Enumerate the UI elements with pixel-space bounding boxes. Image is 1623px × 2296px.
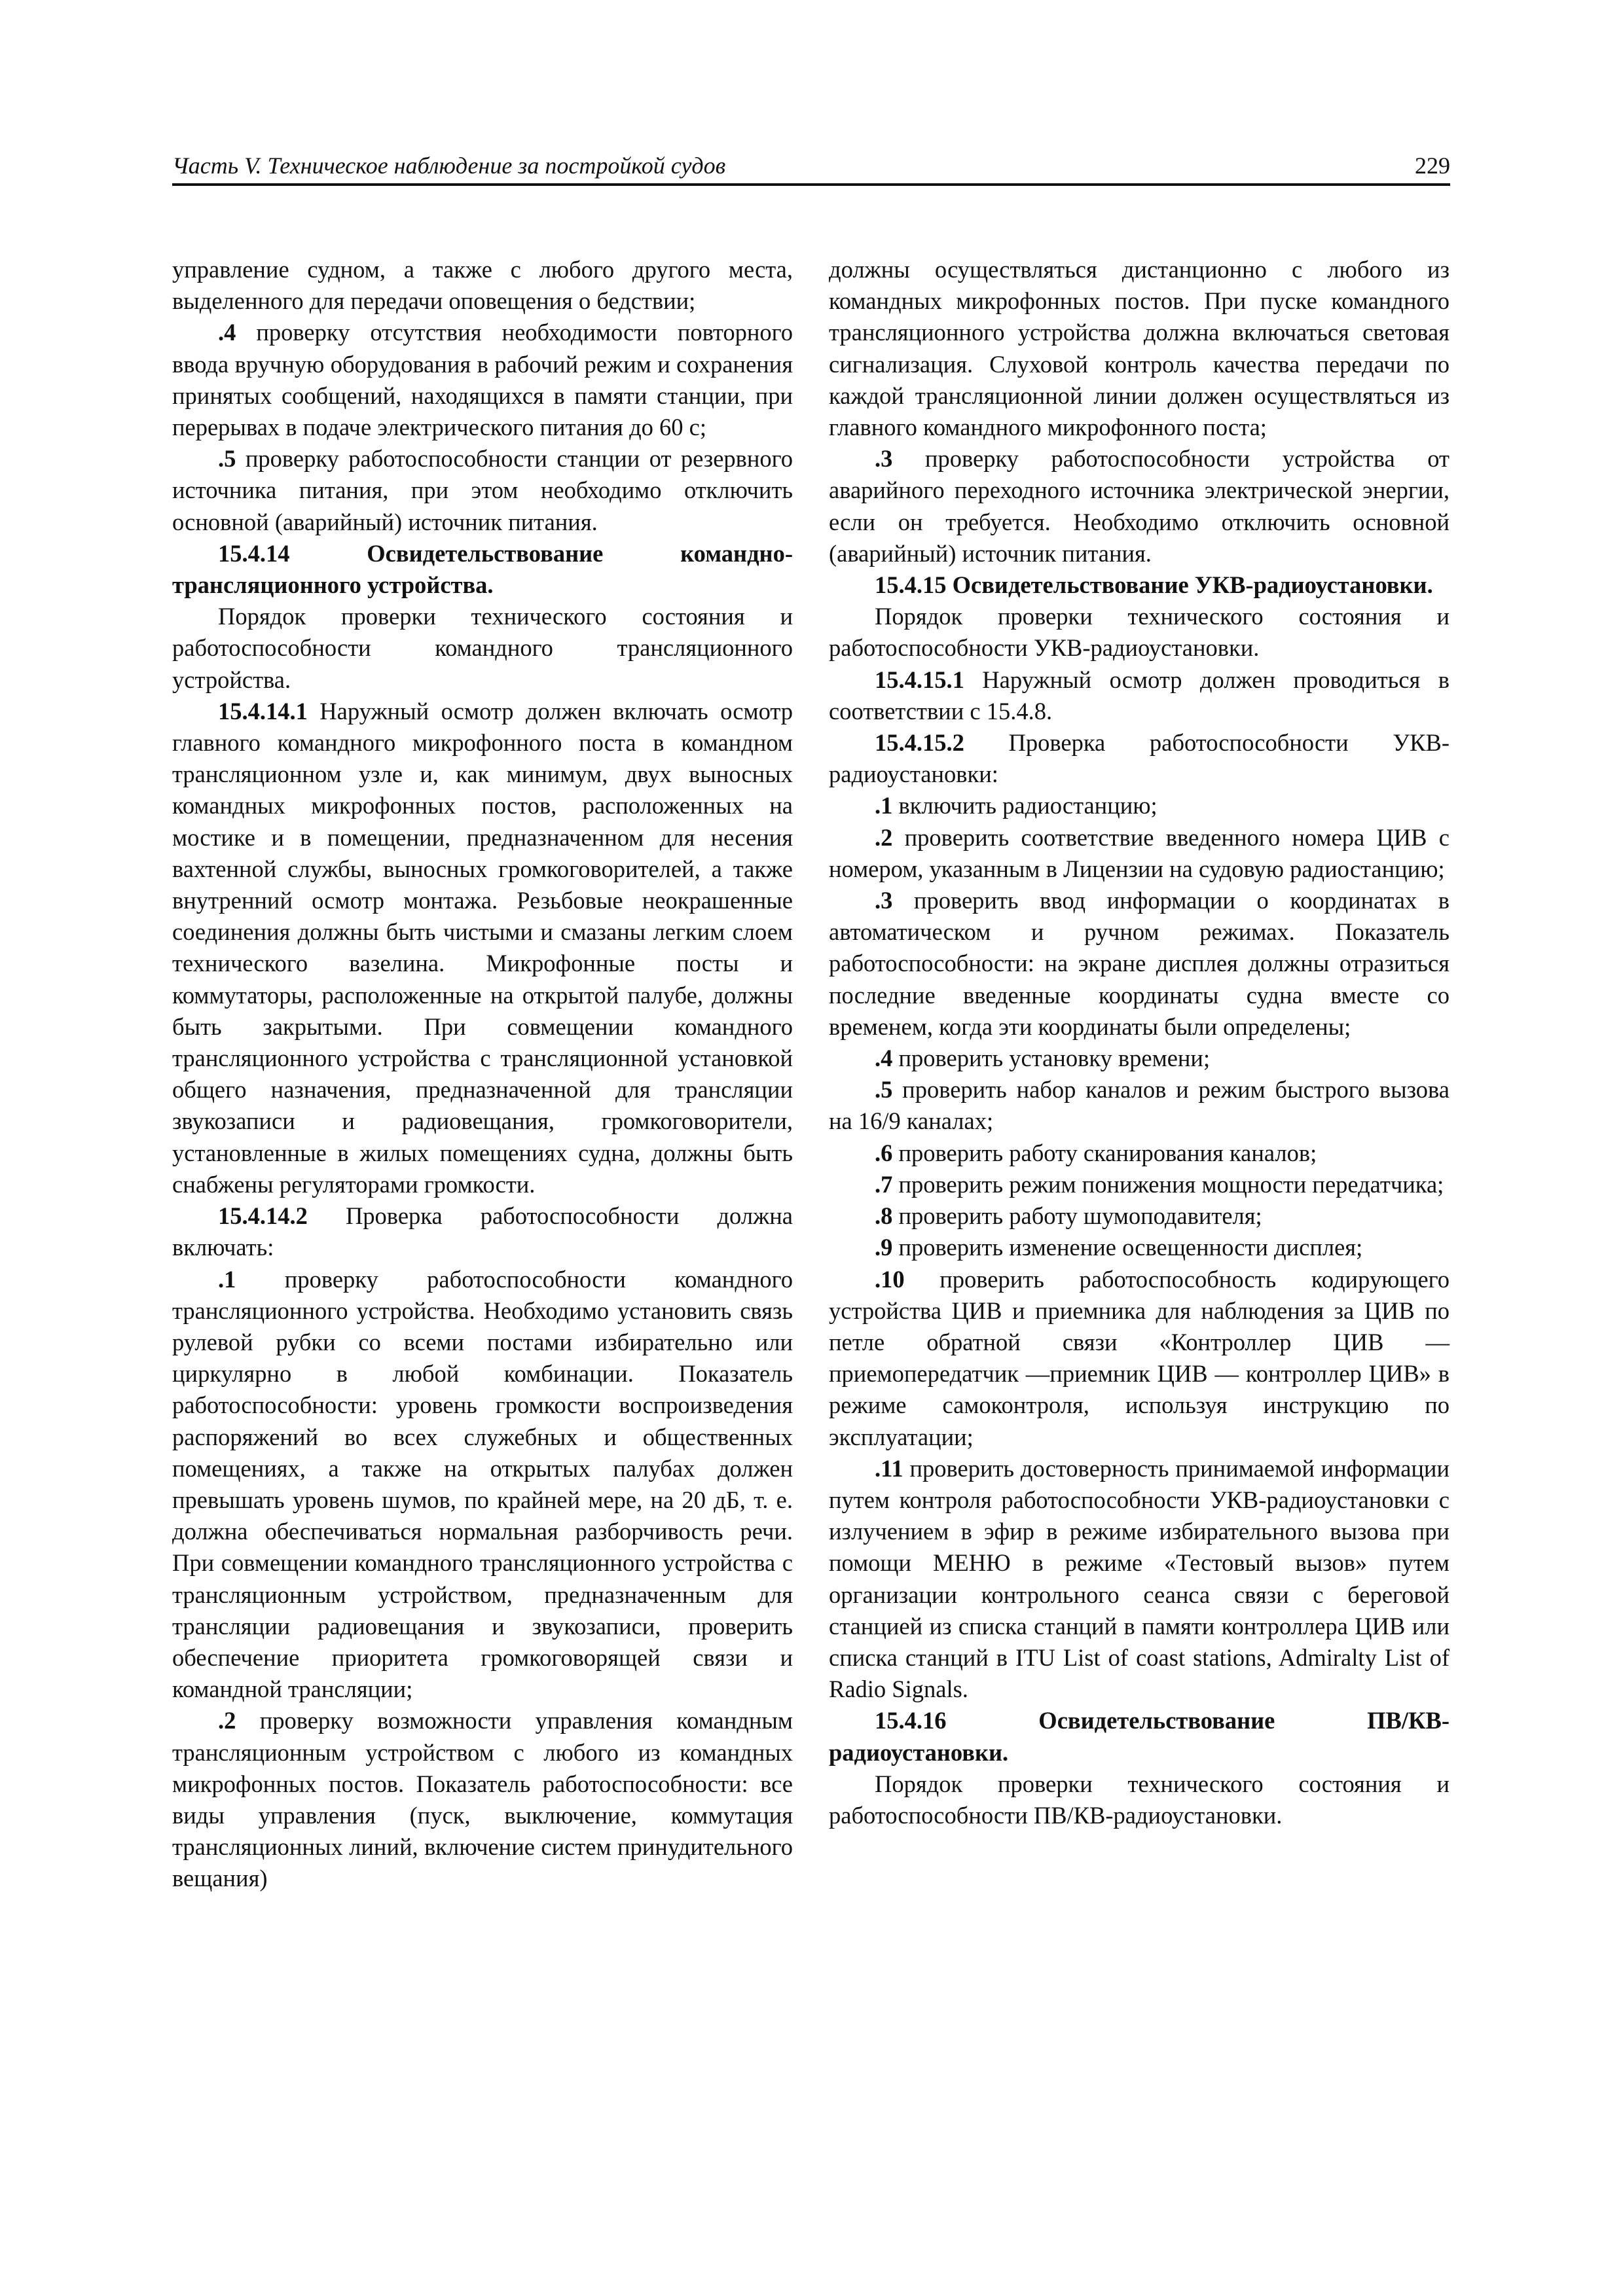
list-item: .3 проверить ввод информации о координатах в автоматическом и ручном режимах. Показатель работоспособности: на экране дисплея должны отразиться последние введенные координаты судна вместе со временем, когда эти координаты были определены; — [829, 887, 1450, 1040]
list-item: .2 проверить соответствие введенного номера ЦИВ с номером, указанным в Лицензии на судовую радиостанцию; — [829, 823, 1450, 882]
paragraph: Порядок проверки технического состояния и работоспособности ПВ/КВ-радиоустановки. — [829, 1770, 1450, 1829]
paragraph: Порядок проверки технического состояния и работоспособности УКВ-радиоустановки. — [829, 603, 1450, 662]
list-item: .8 проверить работу шумоподавителя; — [875, 1202, 1262, 1230]
left-column — [172, 254, 793, 1895]
list-item: .4 проверить установку времени; — [875, 1045, 1211, 1072]
list-item: .9 проверить изменение освещенности дисплея; — [875, 1234, 1363, 1261]
list-item: .10 проверить работоспособность кодирующего устройства ЦИВ и приемника для наблюдения за ЦИВ по петле обратной связи «Контроллер ЦИВ — приемопередатчик —приемник ЦИВ — контроллер ЦИВ» в режиме самоконтроля, используя инструкцию по эксплуатации; — [829, 1265, 1450, 1450]
header-title: Часть V. Техническое наблюдение за постройкой судов — [172, 152, 726, 179]
list-item: .1 включить радиостанцию; — [875, 792, 1158, 819]
right-column — [829, 254, 1450, 1831]
list-item: .1 проверку работоспособности командного трансляционного устройства. Необходимо установить связь рулевой рубки со всеми постами избирательно или циркулярно в любой комбинации. Показатель работоспособности: уровень громкости воспроизведения распоряжений во всех служебных и общественных помещениях, а также на открытых палубах должен превышать уровень шумов, по крайней мере, на 20 дБ, т. е. должна обеспечиваться нормальная разборчивость речи. При совмещении командного трансляционного устройства с трансляционным устройством, предназначенным для трансляции радиовещания и звукозаписи, проверить обеспечение приоритета громкоговорящей связи и командной трансляции; — [172, 1265, 793, 1703]
list-item: .2 проверку возможности управления командным трансляционным устройством с любого из командных микрофонных постов. Показатель работоспособности: все виды управления (пуск, выключение, коммутация трансляционных линий, включение систем принудительного вещания) — [172, 1707, 793, 1892]
paragraph: управление судном, а также с любого другого места, выделенного для передачи оповещения о бедствии; — [172, 256, 793, 315]
subsection: 15.4.14.2 Проверка работоспособности должна включать: — [172, 1202, 793, 1261]
list-item: .4 проверку отсутствия необходимости повторного ввода вручную оборудования в рабочий режим и сохранения принятых сообщений, находящихся в памяти станции, при перерывах в подаче электрического питания до 60 с; — [172, 319, 793, 441]
subsection: 15.4.14.1 Наружный осмотр должен включать осмотр главного командного микрофонного поста в командном трансляционном узле и, как минимум, двух выносных командных микрофонных постов, расположенных на мостике и в помещении, предназначенном для несения вахтенной службы, выносных громкоговорителей, а также внутренний осмотр монтажа. Резьбовые неокрашенные соединения должны быть чистыми и смазаны легким слоем технического вазелина. Микрофонные посты и коммутаторы, расположенные на открытой палубе, должны быть закрытыми. При совмещении командного трансляционного устройства с трансляционной установкой общего назначения, предназначенной для трансляции звукозаписи и радиовещания, громкоговорители, установленные в жилых помещениях судна, должны быть снабжены регуляторами громкости. — [172, 697, 793, 1198]
subsection: 15.4.15.1 Наружный осмотр должен проводиться в соответствии с 15.4.8. — [829, 666, 1450, 725]
paragraph: должны осуществляться дистанционно с любого из командных микрофонных постов. При пуске командного трансляционного устройства должна включаться световая сигнализация. Слуховой контроль качества передачи по каждой трансляционной линии должен осуществляться из главного командного микрофонного поста; — [829, 256, 1450, 441]
list-item: .7 проверить режим понижения мощности передатчика; — [875, 1170, 1444, 1198]
page-number: 229 — [1415, 152, 1450, 179]
subsection: 15.4.15.2 Проверка работоспособности УКВ-радиоустановки: — [829, 729, 1450, 788]
running-header — [172, 145, 1450, 186]
list-item: .5 проверку работоспособности станции от резервного источника питания, при этом необходимо отключить основной (аварийный) источник питания. — [172, 445, 793, 535]
section-heading: 15.4.16 Освидетельствование ПВ/КВ-радиоустановки. — [829, 1707, 1450, 1766]
list-item: .11 проверить достоверность принимаемой информации путем контроля работоспособности УКВ-радиоустановки с излучением в эфир в режиме избирательного вызова при помощи МЕНЮ в режиме «Тестовый вызов» путем организации контрольного сеанса связи с береговой станцией из списка станций в памяти контроллера ЦИВ или списка станций в ITU List of coast stations, Admiralty List of Radio Signals. — [829, 1454, 1450, 1703]
list-item: .6 проверить работу сканирования каналов; — [875, 1139, 1317, 1166]
section-heading: 15.4.14 Освидетельствование командно-трансляционного устройства. — [172, 539, 793, 599]
section-heading: 15.4.15 Освидетельствование УКВ-радиоустановки. — [875, 571, 1433, 599]
list-item: .3 проверку работоспособности устройства от аварийного переходного источника электрической энергии, если он требуется. Необходимо отключить основной (аварийный) источник питания. — [829, 445, 1450, 567]
list-item: .5 проверить набор каналов и режим быстрого вызова на 16/9 каналах; — [829, 1076, 1450, 1135]
paragraph: Порядок проверки технического состояния и работоспособности командного трансляционного устройства. — [172, 603, 793, 693]
